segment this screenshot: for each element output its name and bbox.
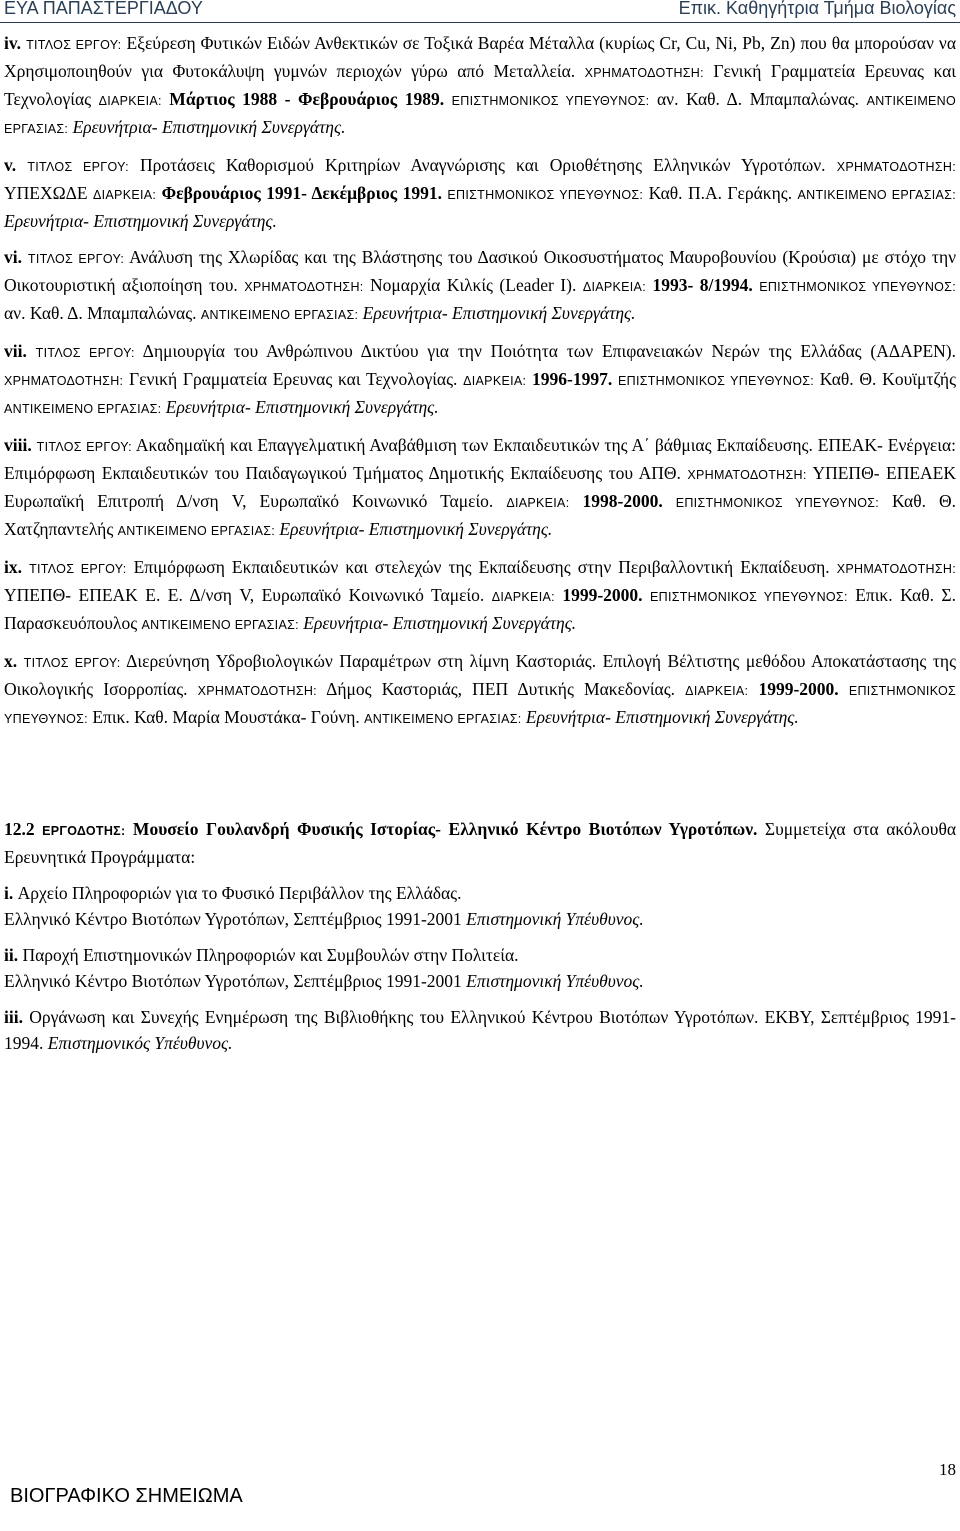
entry-number: ix. <box>4 557 22 577</box>
running-header <box>0 0 960 22</box>
object-value: Ερευνήτρια- Επιστημονική Συνεργάτης. <box>68 117 346 137</box>
duration-label: ΔΙΑΡΚΕΙΑ: <box>463 374 527 388</box>
item-role: Επιστημονική Υπέυθυνος. <box>461 971 644 991</box>
item-detail: Ελληνικό Κέντρο Βιοτόπων Υγροτόπων, Σεπτέμβριος 1991-2001 <box>4 971 462 991</box>
duration-label: ΔΙΑΡΚΕΙΑ: <box>685 684 749 698</box>
object-label: ΑΝΤΙΚΕΙΜΕΝΟ ΕΡΓΑΣΙΑΣ: <box>4 402 162 416</box>
supervisor-name: Επικ. Καθ. Μαρία Μουστάκα- Γούνη. <box>87 707 365 727</box>
funding-label: ΧΡΗΜΑΤΟΔΟΤΗΣΗ: <box>836 562 957 576</box>
supervisor-label: ΕΠΙΣΤΗΜΟΝΙΚΟΣ ΥΠΕΥΘΥΝΟΣ: <box>759 280 956 294</box>
employer-name: Μουσείο Γουλανδρή Φυσικής Ιστορίας- Ελληνικό Κέντρο Βιοτόπων Υγροτόπων. <box>125 819 758 839</box>
duration-value: Μάρτιος 1988 - Φεβρουάριος 1989. <box>161 89 452 109</box>
duration-label: ΔΙΑΡΚΕΙΑ: <box>506 496 570 510</box>
object-value: Ερευνήτρια- Επιστημονική Συνεργάτης. <box>4 211 277 231</box>
supervisor-name: αν. Καθ. Δ. Μπαμπαλώνας. <box>649 89 867 109</box>
duration-label: ΔΙΑΡΚΕΙΑ: <box>491 590 555 604</box>
document-body <box>4 30 956 1066</box>
item-detail: Ελληνικό Κέντρο Βιοτόπων Υγροτόπων, Σεπτέμβριος 1991-2001 <box>4 909 462 929</box>
title-label: ΤΙΤΛΟΣ ΕΡΓΟΥ: <box>27 160 129 174</box>
item-number: iii. <box>4 1007 23 1027</box>
supervisor-name: αν. Καθ. Δ. Μπαμπαλώνας. <box>4 303 201 323</box>
supervisor-label: ΕΠΙΣΤΗΜΟΝΙΚΟΣ ΥΠΕΥΘΥΝΟΣ: <box>451 94 650 108</box>
object-label: ΑΝΤΙΚΕΙΜΕΝΟ ΕΡΓΑΣΙΑΣ: <box>200 308 359 322</box>
project-title: Εξεύρεση Φυτικών Ειδών Ανθεκτικών σε Τοξικά Βαρέα Μέταλλα (κυρίως Cr, Cu, Ni, Pb, Zn) που θα μπορούσαν να Χρησιμοποιηθούν για Φυτοκάλυψη γυμνών περιοχών γύρω από Μεταλλεία. <box>4 33 957 81</box>
object-value: Ερευνήτρια- Επιστημονική Συνεργάτης. <box>358 303 636 323</box>
header-author: ΕΥΑ ΠΑΠΑΣΤΕΡΓΙΑΔΟΥ <box>4 0 203 18</box>
duration-value: 1999-2000. <box>748 679 849 699</box>
funding-label: ΧΡΗΜΑΤΟΔΟΤΗΣΗ: <box>687 468 807 482</box>
project-title: Προτάσεις Καθορισμού Κριτηρίων Αναγνώρισης και Οριοθέτησης Ελληνικών Υγροτόπων. <box>128 155 837 175</box>
funding-label: ΧΡΗΜΑΤΟΔΟΤΗΣΗ: <box>584 66 704 80</box>
object-label: ΑΝΤΙΚΕΙΜΕΝΟ ΕΡΓΑΣΙΑΣ: <box>797 188 956 202</box>
project-entry <box>4 554 956 638</box>
item-number: i. <box>4 883 14 903</box>
title-label: ΤΙΤΛΟΣ ΕΡΓΟΥ: <box>27 252 125 266</box>
supervisor-name: Καθ. Π.Α. Γεράκης. <box>643 183 798 203</box>
supervisor-name: Επικ. Καθ. Σ. Παρασκευόπουλος <box>4 585 956 633</box>
funding-source: Γενική Γραμματεία Ερευνας και Τεχνολογίας <box>4 61 956 109</box>
object-label: ΑΝΤΙΚΕΙΜΕΝΟ ΕΡΓΑΣΙΑΣ: <box>117 524 276 538</box>
supervisor-name: Καθ. Θ. Χατζηπαντελής <box>4 491 956 539</box>
page-number: 18 <box>939 1460 956 1479</box>
entry-number: vii. <box>4 341 27 361</box>
supervisor-label: ΕΠΙΣΤΗΜΟΝΙΚΟΣ ΥΠΕΥΘΥΝΟΣ: <box>649 590 848 604</box>
item-role: Επιστημονικός Υπέυθυνος. <box>43 1033 233 1053</box>
funding-label: ΧΡΗΜΑΤΟΔΟΤΗΣΗ: <box>4 374 124 388</box>
funding-source: Γενική Γραμματεία Ερευνας και Τεχνολογίας. <box>123 369 464 389</box>
project-entry <box>4 152 956 234</box>
funding-source: ΥΠΕΧΩΔΕ <box>4 183 93 203</box>
supervisor-label: ΕΠΙΣΤΗΜΟΝΙΚΟΣ ΥΠΕΥΘΥΝΟΣ: <box>4 684 956 726</box>
funding-source: ΥΠΕΠΘ- ΕΠΕΑΕΚ Ευρωπαϊκή Επιτροπή Δ/νση V, Ευρωπαϊκό Κοινωνικό Ταμείο. <box>4 463 956 511</box>
object-value: Ερευνήτρια- Επιστημονική Συνεργάτης. <box>298 613 577 633</box>
project-title: Επιμόρφωση Εκπαιδευτικών και στελεχών της Εκπαίδευσης στην Περιβαλλοντική Εκπαίδευση. <box>126 557 837 577</box>
supervisor-name: Καθ. Θ. Κουϊμτζής <box>814 369 956 389</box>
item-title: Αρχείο Πληροφοριών για το Φυσικό Περιβάλλον της Ελλάδας. <box>13 883 462 903</box>
project-entry <box>4 338 956 422</box>
section-number: 12.2 <box>4 819 35 839</box>
supervisor-label: ΕΠΙΣΤΗΜΟΝΙΚΟΣ ΥΠΕΥΘΥΝΟΣ: <box>675 496 880 510</box>
duration-value: 1998-2000. <box>569 491 676 511</box>
object-label: ΑΝΤΙΚΕΙΜΕΝΟ ΕΡΓΑΣΙΑΣ: <box>141 618 299 632</box>
duration-value: 1999-2000. <box>554 585 650 605</box>
section-spacer <box>4 742 956 816</box>
footer-title: ΒΙΟΓΡΑΦΙΚΟ ΣΗΜΕΙΩΜΑ <box>10 1485 243 1507</box>
duration-value: 1993- 8/1994. <box>645 275 760 295</box>
item-number: ii. <box>4 945 19 965</box>
duration-value: Φεβρουάριος 1991- Δεκέμβριος 1991. <box>156 183 448 203</box>
funding-source: Νομαρχία Κιλκίς (Leader I). <box>363 275 583 295</box>
header-rule <box>0 22 960 23</box>
duration-label: ΔΙΑΡΚΕΙΑ: <box>582 280 646 294</box>
funding-source: Δήμος Καστοριάς, ΠΕΠ Δυτικής Μακεδονίας. <box>316 679 686 699</box>
project-title: Δημιουργία του Ανθρώπινου Δικτύου για την Ποιότητα των Επιφανειακών Νερών της Ελλάδας (ΑΔΑΡΕΝ). <box>134 341 957 361</box>
program-list <box>4 880 956 1056</box>
title-label: ΤΙΤΛΟΣ ΕΡΓΟΥ: <box>35 346 135 360</box>
section-intro: Συμμετείχα στα ακόλουθα Ερευνητικά Προγράμματα: <box>4 819 956 867</box>
entry-number: viii. <box>4 435 32 455</box>
duration-label: ΔΙΑΡΚΕΙΑ: <box>93 188 157 202</box>
funding-label: ΧΡΗΜΑΤΟΔΟΤΗΣΗ: <box>197 684 317 698</box>
entry-number: iv. <box>4 33 22 53</box>
object-label: ΑΝΤΙΚΕΙΜΕΝΟ ΕΡΓΑΣΙΑΣ: <box>4 94 957 136</box>
project-title: Διερεύνηση Υδροβιολογικών Παραμέτρων στη λίμνη Καστοριάς. Επιλογή Βέλτιστης μεθόδου Αποκατάστασης της Οικολογικής Ισορροπίας. <box>4 651 956 699</box>
item-role: Επιστημονική Υπέυθυνος. <box>461 909 644 929</box>
title-label: ΤΙΤΛΟΣ ΕΡΓΟΥ: <box>36 440 132 454</box>
object-label: ΑΝΤΙΚΕΙΜΕΝΟ ΕΡΓΑΣΙΑΣ: <box>364 712 522 726</box>
project-title: Ανάλυση της Χλωρίδας και της Βλάστησης του Δασικού Οικοσυστήματος Μαυροβουνίου (Κρούσια) με στόχο την Οικοτουριστική αξιοποίηση του. <box>4 247 957 295</box>
entry-number: x. <box>4 651 18 671</box>
duration-label: ΔΙΑΡΚΕΙΑ: <box>98 94 162 108</box>
item-title: Οργάνωση και Συνεχής Ενημέρωση της Βιβλιοθήκης του Ελληνικού Κέντρου Βιοτόπων Υγροτόπων. ΕΚΒΥ, Σεπτέμβριος 1991- 1994. <box>4 1007 956 1053</box>
project-entry <box>4 432 956 544</box>
title-label: ΤΙΤΛΟΣ ΕΡΓΟΥ: <box>26 38 122 52</box>
supervisor-label: ΕΠΙΣΤΗΜΟΝΙΚΟΣ ΥΠΕΥΘΥΝΟΣ: <box>617 374 815 388</box>
program-item <box>4 1004 956 1056</box>
funding-label: ΧΡΗΜΑΤΟΔΟΤΗΣΗ: <box>244 280 364 294</box>
object-value: Ερευνήτρια- Επιστημονική Συνεργάτης. <box>275 519 553 539</box>
program-item <box>4 942 956 994</box>
title-label: ΤΙΤΛΟΣ ΕΡΓΟΥ: <box>23 656 121 670</box>
header-position: Επικ. Καθηγήτρια Τμήμα Βιολογίας <box>678 0 956 18</box>
funding-source: ΥΠΕΠΘ- ΕΠΕΑΚ Ε. Ε. Δ/νση V, Ευρωπαϊκό Κοινωνικό Ταμείο. <box>4 585 492 605</box>
employer-label: ΕΡΓΟΔΟΤΗΣ: <box>42 824 126 838</box>
project-entry <box>4 648 956 732</box>
section-12-2-header <box>4 816 956 870</box>
object-value: Ερευνήτρια- Επιστημονική Συνεργάτης. <box>161 397 439 417</box>
project-title: Ακαδημαϊκή και Επαγγελματική Αναβάθμιση των Εκπαιδευτικών της Α΄ βάθμιας Εκπαίδευσης. ΕΠΕΑΚ- Ενέργεια: Επιμόρφωση Εκπαιδευτικών του Παιδαγωγικού Τμήματος Δημοτικής Εκπαίδευσης του ΑΠΘ. <box>4 435 957 483</box>
entry-number: vi. <box>4 247 22 267</box>
item-title: Παροχή Επιστημονικών Πληροφοριών και Συμβουλών στην Πολιτεία. <box>18 945 519 965</box>
project-entry <box>4 244 956 328</box>
duration-value: 1996-1997. <box>526 369 618 389</box>
project-list <box>4 30 956 732</box>
funding-label: ΧΡΗΜΑΤΟΔΟΤΗΣΗ: <box>836 160 956 174</box>
supervisor-label: ΕΠΙΣΤΗΜΟΝΙΚΟΣ ΥΠΕΥΘΥΝΟΣ: <box>447 188 644 202</box>
title-label: ΤΙΤΛΟΣ ΕΡΓΟΥ: <box>29 562 127 576</box>
program-item <box>4 880 956 932</box>
project-entry <box>4 30 956 142</box>
object-value: Ερευνήτρια- Επιστημονική Συνεργάτης. <box>521 707 799 727</box>
entry-number: v. <box>4 155 17 175</box>
